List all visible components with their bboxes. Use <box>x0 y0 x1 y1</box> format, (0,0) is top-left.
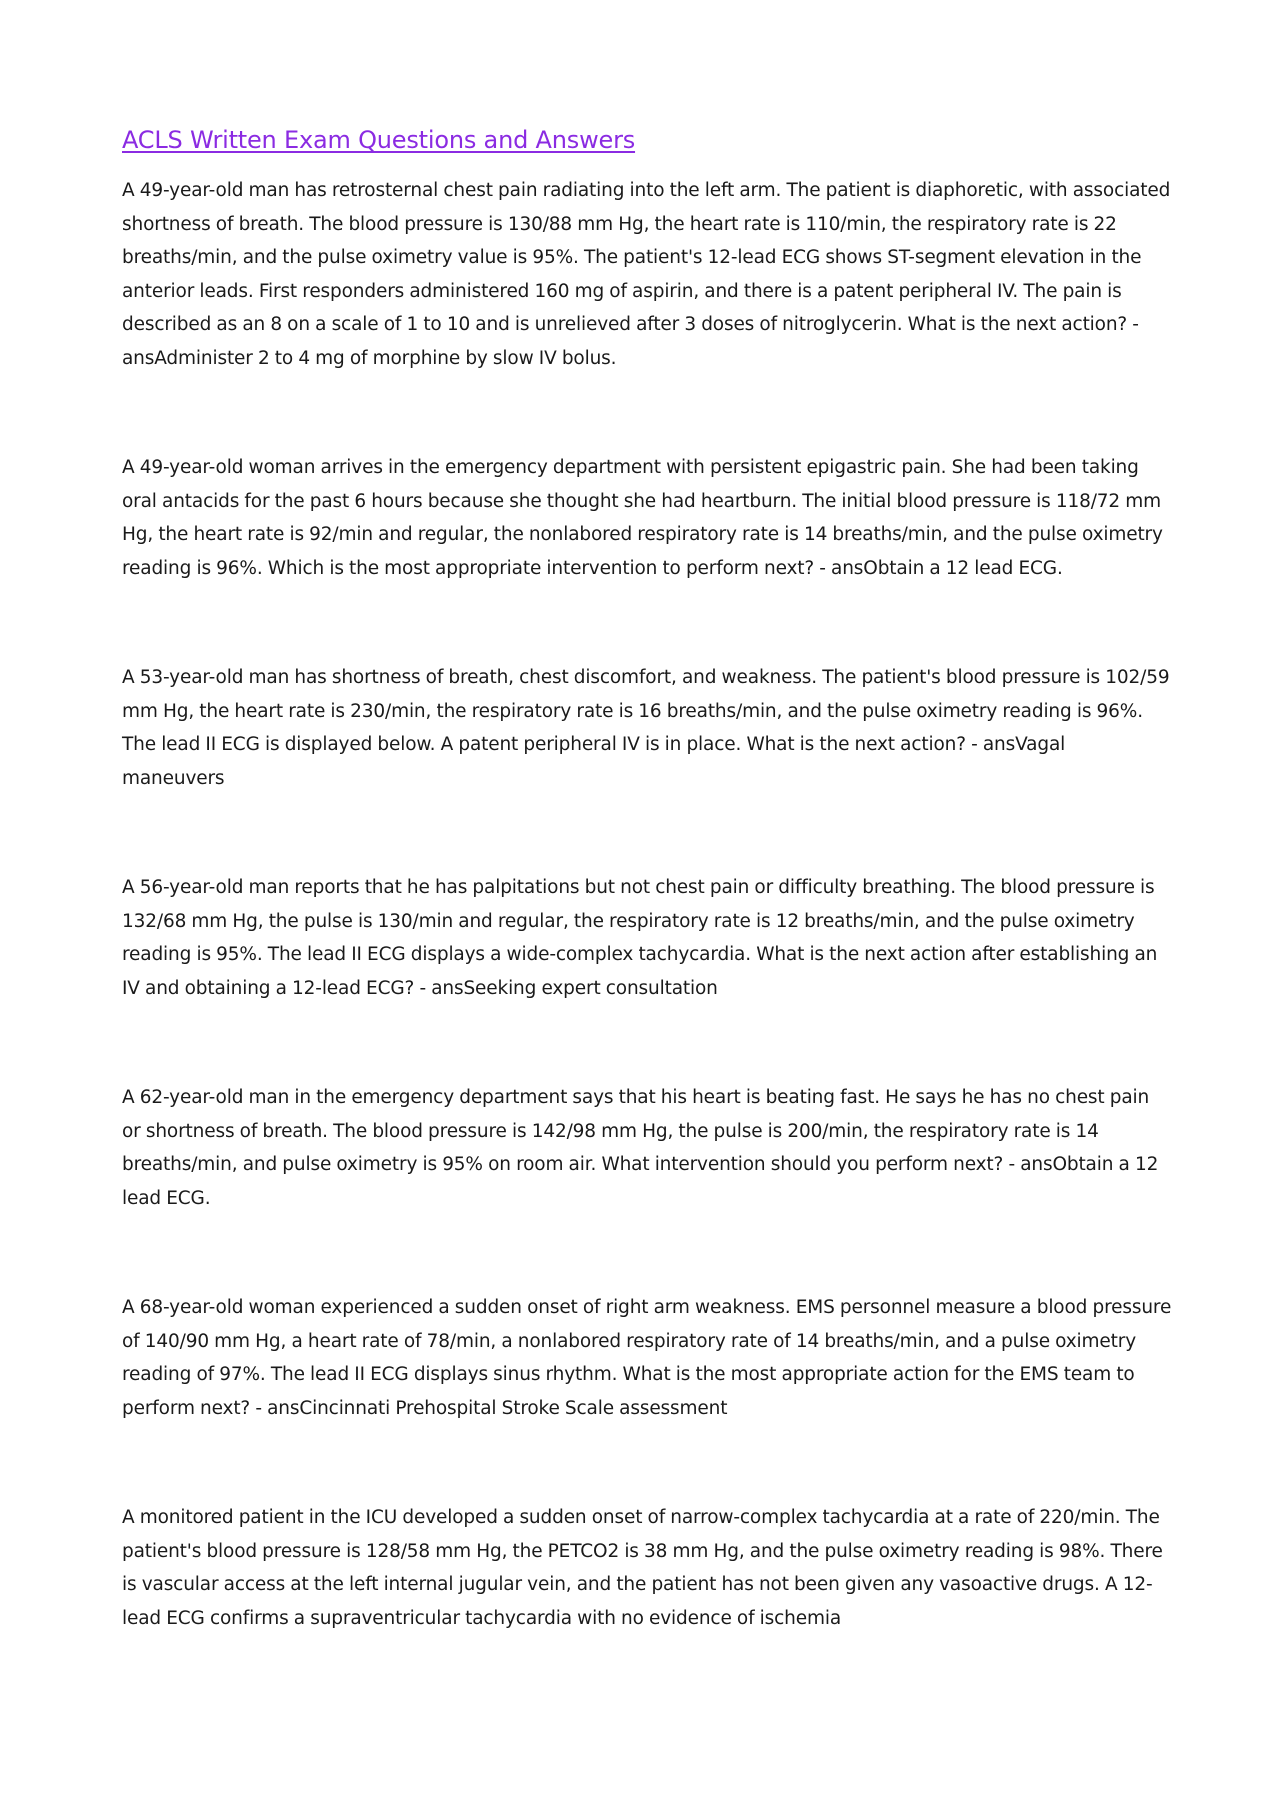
qa-entry-2: A 49-year-old woman arrives in the emergency department with persistent epigastric pain. She had been taking oral antacids for the past 6 hours because she thought she had heartburn. The initial blood pressure is 118/72 mm Hg, the heart rate is 92/min and regular, the nonlabored respiratory rate is 14 breaths/min, and the pulse oximetry reading is 96%. Which is the most appropriate intervention to perform next? - ansObtain a 12 lead ECG. <box>122 457 1163 579</box>
qa-entry-7: A monitored patient in the ICU developed a sudden onset of narrow-complex tachycardia at a rate of 220/min. The patient's blood pressure is 128/58 mm Hg, the PETCO2 is 38 mm Hg, and the pulse oximetry reading is 98%. There is vascular access at the left internal jugular vein, and the patient has not been given any vasoactive drugs. A 12-lead ECG confirms a supraventricular tachycardia with no evidence of ischemia <box>122 1507 1163 1629</box>
qa-entry-3: A 53-year-old man has shortness of breath, chest discomfort, and weakness. The patient's blood pressure is 102/59 mm Hg, the heart rate is 230/min, the respiratory rate is 16 breaths/min, and the pulse oximetry reading is 96%. The lead II ECG is displayed below. A patent peripheral IV is in place. What is the next action? - ansVagal maneuvers <box>122 667 1170 789</box>
qa-entry-4: A 56-year-old man reports that he has palpitations but not chest pain or difficulty breathing. The blood pressure is 132/68 mm Hg, the pulse is 130/min and regular, the respiratory rate is 12 breaths/min, and the pulse oximetry reading is 95%. The lead II ECG displays a wide-complex tachycardia. What is the next action after establishing an IV and obtaining a 12-lead ECG? - ansSeeking expert consultation <box>122 877 1158 999</box>
qa-entry-1: A 49-year-old man has retrosternal chest pain radiating into the left arm. The patient is diaphoretic, with associated shortness of breath. The blood pressure is 130/88 mm Hg, the heart rate is 110/min, the respiratory rate is 22 breaths/min, and the pulse oximetry value is 95%. The patient's 12-lead ECG shows ST-segment elevation in the anterior leads. First responders administered 160 mg of aspirin, and there is a patent peripheral IV. The pain is described as an 8 on a scale of 1 to 10 and is unrelieved after 3 doses of nitroglycerin. What is the next action? - ansAdminister 2 to 4 mg of morphine by slow IV bolus. <box>122 180 1171 369</box>
qa-entry-6: A 68-year-old woman experienced a sudden onset of right arm weakness. EMS personnel measure a blood pressure of 140/90 mm Hg, a heart rate of 78/min, a nonlabored respiratory rate of 14 breaths/min, and a pulse oximetry reading of 97%. The lead II ECG displays sinus rhythm. What is the most appropriate action for the EMS team to perform next? - ansCincinnati Prehospital Stroke Scale assessment <box>122 1297 1172 1419</box>
qa-entry-5: A 62-year-old man in the emergency department says that his heart is beating fast. He says he has no chest pain or shortness of breath. The blood pressure is 142/98 mm Hg, the pulse is 200/min, the respiratory rate is 14 breaths/min, and pulse oximetry is 95% on room air. What intervention should you perform next? - ansObtain a 12 lead ECG. <box>122 1087 1159 1209</box>
document-title: ACLS Written Exam Questions and Answers <box>122 126 636 154</box>
document-body <box>122 120 1172 1635</box>
